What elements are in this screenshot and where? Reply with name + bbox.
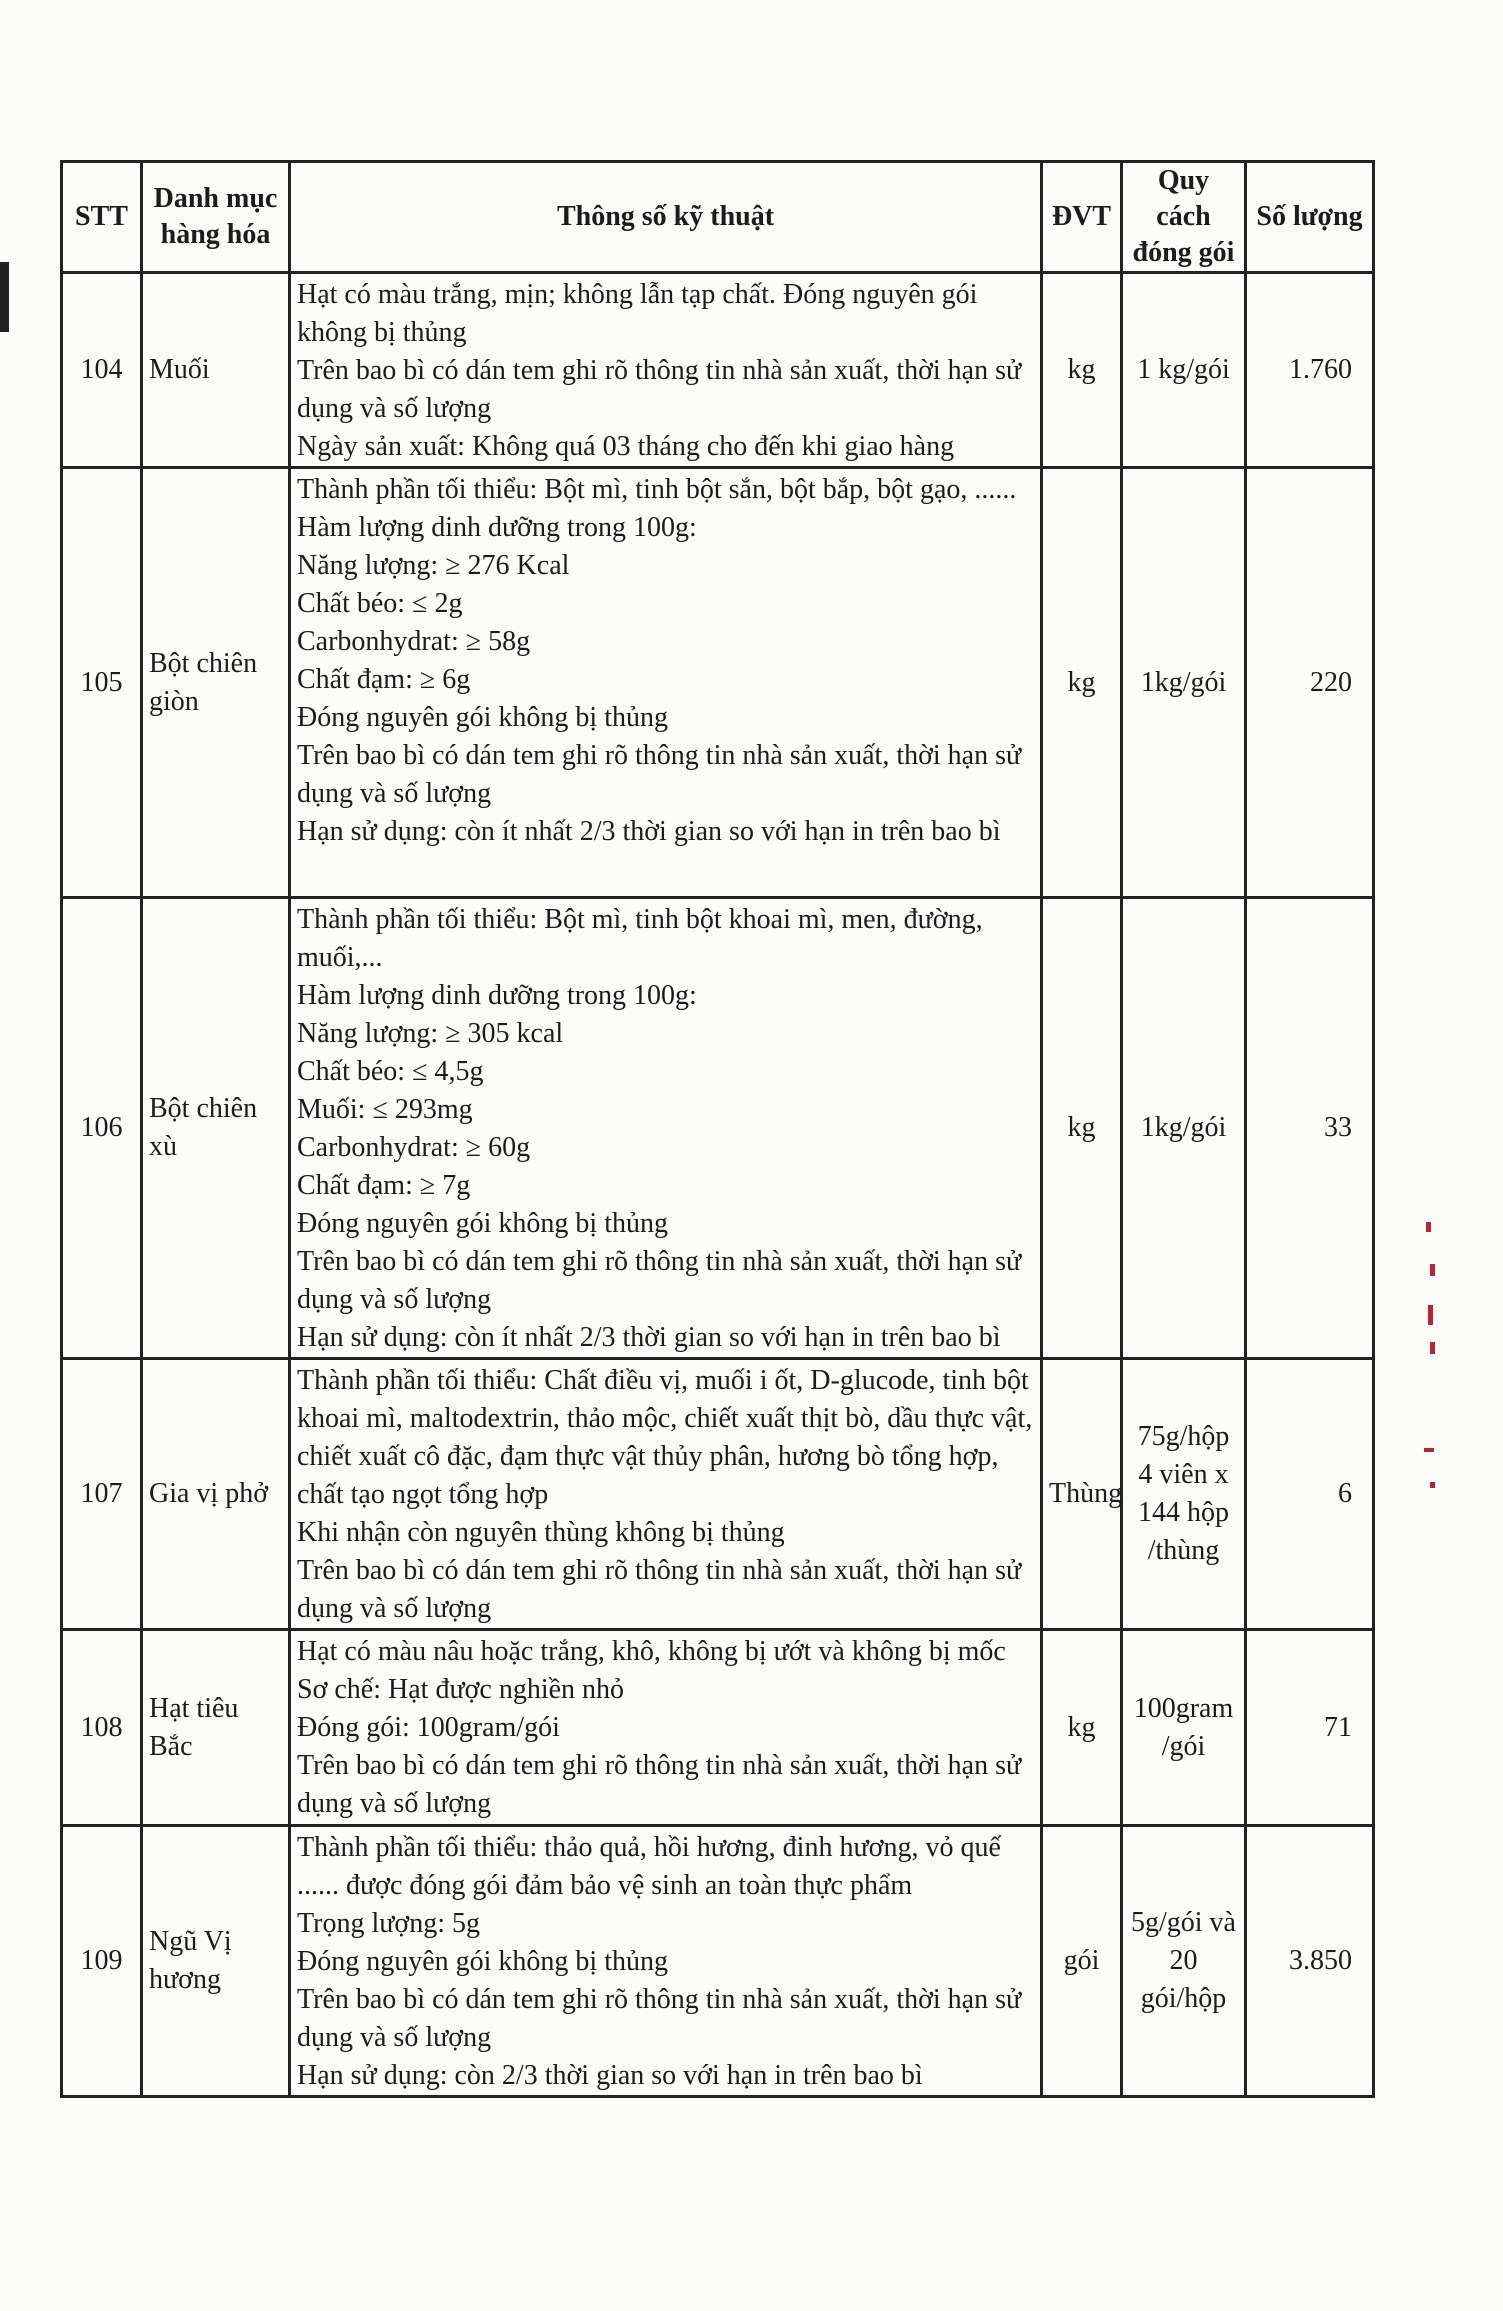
- spec-line: dụng và số lượng: [297, 778, 492, 809]
- cell-unit: kg: [1042, 898, 1122, 1359]
- spec-line: dụng và số lượng: [297, 1284, 492, 1315]
- cell-name: Ngũ Vị hương: [142, 1826, 290, 2097]
- header-name: Danh mục hàng hóa: [142, 162, 290, 273]
- spec-line: dụng và số lượng: [297, 1593, 492, 1624]
- spec-line: Đóng nguyên gói không bị thủng: [297, 702, 668, 733]
- header-stt: STT: [62, 162, 142, 273]
- cell-spec: [290, 468, 1042, 898]
- scan-artifact-red: [1428, 1305, 1433, 1325]
- spec-line: Hạn sử dụng: còn 2/3 thời gian so với hạn in trên bao bì: [297, 2060, 923, 2091]
- spec-line: Trên bao bì có dán tem ghi rõ thông tin nhà sản xuất, thời hạn sử: [297, 740, 1022, 771]
- cell-quantity: 3.850: [1246, 1826, 1374, 2097]
- spec-line: Trên bao bì có dán tem ghi rõ thông tin nhà sản xuất, thời hạn sử: [297, 1750, 1022, 1781]
- cell-packing: 1kg/gói: [1122, 468, 1246, 898]
- spec-line: Trọng lượng: 5g: [297, 1908, 480, 1939]
- scan-artifact-red: [1424, 1448, 1434, 1452]
- cell-quantity: 1.760: [1246, 273, 1374, 468]
- spec-line: Chất đạm: ≥ 7g: [297, 1170, 471, 1201]
- cell-spec: [290, 1359, 1042, 1630]
- spec-line: muối,...: [297, 942, 383, 973]
- spec-line: Trên bao bì có dán tem ghi rõ thông tin nhà sản xuất, thời hạn sử: [297, 355, 1022, 386]
- cell-name: Bột chiên xù: [142, 898, 290, 1359]
- scan-artifact-red: [1426, 1222, 1431, 1232]
- cell-stt: 104: [62, 273, 142, 468]
- table-row: [62, 898, 1374, 1359]
- cell-stt: 107: [62, 1359, 142, 1630]
- spec-line: khoai mì, maltodextrin, thảo mộc, chiết xuất thịt bò, dầu thực vật,: [297, 1403, 1033, 1434]
- table-row: [62, 468, 1374, 898]
- spec-line: Đóng gói: 100gram/gói: [297, 1712, 560, 1743]
- cell-stt: 108: [62, 1630, 142, 1826]
- cell-unit: kg: [1042, 468, 1122, 898]
- spec-line: Hạt có màu nâu hoặc trắng, khô, không bị ướt và không bị mốc: [297, 1636, 1006, 1667]
- spec-line: không bị thủng: [297, 317, 467, 348]
- cell-packing: 1 kg/gói: [1122, 273, 1246, 468]
- spec-line: Chất đạm: ≥ 6g: [297, 664, 471, 695]
- header-packing: Quy cách đóng gói: [1122, 162, 1246, 273]
- spec-line: Thành phần tối thiểu: Bột mì, tinh bột sắn, bột bắp, bột gạo, ......: [297, 474, 1017, 505]
- cell-packing: 1kg/gói: [1122, 898, 1246, 1359]
- cell-packing: 75g/hộp 4 viên x 144 hộp /thùng: [1122, 1359, 1246, 1630]
- cell-unit: kg: [1042, 273, 1122, 468]
- spec-line: Trên bao bì có dán tem ghi rõ thông tin nhà sản xuất, thời hạn sử: [297, 1984, 1022, 2015]
- spec-line: Hàm lượng dinh dưỡng trong 100g:: [297, 512, 697, 543]
- cell-packing: 100gram /gói: [1122, 1630, 1246, 1826]
- scan-artifact-red: [1430, 1482, 1435, 1488]
- spec-line: Carbonhydrat: ≥ 60g: [297, 1132, 531, 1163]
- cell-unit: kg: [1042, 1630, 1122, 1826]
- spec-line: Hạn sử dụng: còn ít nhất 2/3 thời gian so với hạn in trên bao bì: [297, 816, 1001, 847]
- cell-spec: [290, 1826, 1042, 2097]
- spec-line: dụng và số lượng: [297, 393, 492, 424]
- spec-line: Ngày sản xuất: Không quá 03 tháng cho đến khi giao hàng: [297, 431, 955, 462]
- cell-name: Bột chiên giòn: [142, 468, 290, 898]
- header-unit: ĐVT: [1042, 162, 1122, 273]
- table-row: [62, 1630, 1374, 1826]
- spec-line: Trên bao bì có dán tem ghi rõ thông tin nhà sản xuất, thời hạn sử: [297, 1555, 1022, 1586]
- cell-quantity: 71: [1246, 1630, 1374, 1826]
- cell-spec: [290, 273, 1042, 468]
- cell-name: Gia vị phở: [142, 1359, 290, 1630]
- cell-stt: 105: [62, 468, 142, 898]
- cell-packing: 5g/gói và 20 gói/hộp: [1122, 1826, 1246, 2097]
- spec-line: Hạn sử dụng: còn ít nhất 2/3 thời gian so với hạn in trên bao bì: [297, 1322, 1001, 1353]
- table-row: [62, 1826, 1374, 2097]
- spec-line: Thành phần tối thiểu: thảo quả, hồi hương, đinh hương, vỏ quế: [297, 1832, 1001, 1863]
- spec-line: ...... được đóng gói đảm bảo vệ sinh an toàn thực phẩm: [297, 1870, 913, 1901]
- spec-line: Trên bao bì có dán tem ghi rõ thông tin nhà sản xuất, thời hạn sử: [297, 1246, 1022, 1277]
- cell-spec: [290, 1630, 1042, 1826]
- cell-quantity: 33: [1246, 898, 1374, 1359]
- spec-line: Năng lượng: ≥ 305 kcal: [297, 1018, 564, 1049]
- cell-quantity: 220: [1246, 468, 1374, 898]
- cell-unit: gói: [1042, 1826, 1122, 2097]
- cell-stt: 109: [62, 1826, 142, 2097]
- spec-line: Khi nhận còn nguyên thùng không bị thủng: [297, 1517, 785, 1548]
- spec-line: Hàm lượng dinh dưỡng trong 100g:: [297, 980, 697, 1011]
- spec-line: Đóng nguyên gói không bị thủng: [297, 1208, 668, 1239]
- spec-line: Sơ chế: Hạt được nghiền nhỏ: [297, 1674, 625, 1705]
- spec-line: dụng và số lượng: [297, 1788, 492, 1819]
- spec-line: chiết xuất cô đặc, đạm thực vật thủy phân, hương bò tổng hợp,: [297, 1441, 999, 1472]
- cell-quantity: 6: [1246, 1359, 1374, 1630]
- spec-line: Hạt có màu trắng, mịn; không lẫn tạp chất. Đóng nguyên gói: [297, 279, 978, 310]
- cell-name: Hạt tiêu Bắc: [142, 1630, 290, 1826]
- table-row: [62, 273, 1374, 468]
- cell-stt: 106: [62, 898, 142, 1359]
- spec-line: Chất béo: ≤ 4,5g: [297, 1056, 484, 1087]
- product-spec-table: [60, 160, 1375, 2098]
- header-spec: Thông số kỹ thuật: [290, 162, 1042, 273]
- spec-line: Năng lượng: ≥ 276 Kcal: [297, 550, 570, 581]
- cell-spec: [290, 898, 1042, 1359]
- table-header: [62, 162, 1374, 273]
- spec-line: chất tạo ngọt tổng hợp: [297, 1479, 549, 1510]
- spec-line: Thành phần tối thiểu: Chất điều vị, muối i ốt, D-glucode, tinh bột: [297, 1365, 1029, 1396]
- header-row: [62, 162, 1374, 273]
- table-body: [62, 273, 1374, 2097]
- scan-artifact-red: [1430, 1264, 1435, 1276]
- cell-unit: Thùng: [1042, 1359, 1122, 1630]
- spec-line: Đóng nguyên gói không bị thủng: [297, 1946, 668, 1977]
- scan-artifact-red: [1430, 1342, 1435, 1354]
- header-quantity: Số lượng: [1246, 162, 1374, 273]
- cell-name: Muối: [142, 273, 290, 468]
- scan-artifact: [0, 262, 9, 332]
- spec-line: dụng và số lượng: [297, 2022, 492, 2053]
- spec-line: Carbonhydrat: ≥ 58g: [297, 626, 531, 657]
- spec-line: Thành phần tối thiểu: Bột mì, tinh bột khoai mì, men, đường,: [297, 904, 983, 935]
- table-row: [62, 1359, 1374, 1630]
- spec-line: Muối: ≤ 293mg: [297, 1094, 473, 1125]
- spec-line: Chất béo: ≤ 2g: [297, 588, 463, 619]
